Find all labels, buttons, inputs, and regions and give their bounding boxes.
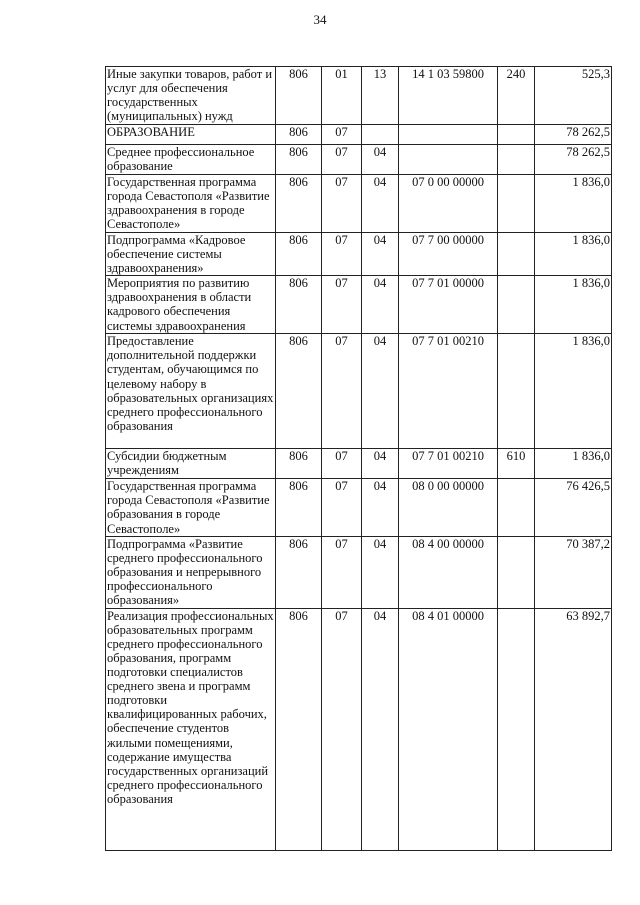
target-article-code: 08 0 00 00000 xyxy=(399,479,498,536)
amount: 63 892,7 xyxy=(535,608,612,850)
table-row xyxy=(106,145,612,175)
section-code: 07 xyxy=(322,334,362,449)
ministry-code: 806 xyxy=(276,334,322,449)
amount: 1 836,0 xyxy=(535,334,612,449)
target-article-code xyxy=(399,125,498,145)
table-row xyxy=(106,125,612,145)
page-number: 34 xyxy=(313,12,327,27)
amount: 1 836,0 xyxy=(535,276,612,334)
ministry-code: 806 xyxy=(276,536,322,608)
table-row xyxy=(106,233,612,276)
table-row xyxy=(106,536,612,608)
target-article-code: 08 4 01 00000 xyxy=(399,608,498,850)
expense-type-code xyxy=(498,536,535,608)
section-code: 07 xyxy=(322,233,362,276)
expense-type-code: 610 xyxy=(498,449,535,479)
expense-type-code xyxy=(498,608,535,850)
section-code: 07 xyxy=(322,175,362,233)
budget-table xyxy=(105,66,612,851)
table-row xyxy=(106,334,612,449)
table-row xyxy=(106,479,612,536)
section-code: 07 xyxy=(322,536,362,608)
amount: 1 836,0 xyxy=(535,449,612,479)
subsection-code: 04 xyxy=(362,536,399,608)
table-row xyxy=(106,449,612,479)
table-row xyxy=(106,276,612,334)
amount: 70 387,2 xyxy=(535,536,612,608)
row-name: Субсидии бюджетным учреждениям xyxy=(106,449,276,479)
subsection-code: 04 xyxy=(362,276,399,334)
section-code: 07 xyxy=(322,608,362,850)
target-article-code xyxy=(399,145,498,175)
subsection-code: 04 xyxy=(362,334,399,449)
target-article-code: 07 7 01 00210 xyxy=(399,334,498,449)
subsection-code: 04 xyxy=(362,175,399,233)
row-name: Государственная программа города Севастополя «Развитие образования в городе Севастополе» xyxy=(106,479,276,536)
target-article-code: 07 7 01 00210 xyxy=(399,449,498,479)
amount: 78 262,5 xyxy=(535,145,612,175)
section-code: 07 xyxy=(322,449,362,479)
amount: 76 426,5 xyxy=(535,479,612,536)
subsection-code: 04 xyxy=(362,233,399,276)
subsection-code xyxy=(362,125,399,145)
row-name: Мероприятия по развитию здравоохранения в области кадрового обеспечения системы здравоохранения xyxy=(106,276,276,334)
expense-type-code xyxy=(498,479,535,536)
expense-type-code xyxy=(498,276,535,334)
target-article-code: 08 4 00 00000 xyxy=(399,536,498,608)
table-row xyxy=(106,175,612,233)
section-code: 07 xyxy=(322,276,362,334)
row-name: Предоставление дополнительной поддержки студентам, обучающимся по целевому набору в образовательных организациях среднего профессионального образования xyxy=(106,334,276,449)
row-name: Иные закупки товаров, работ и услуг для обеспечения государственных (муниципальных) нужд xyxy=(106,67,276,125)
row-name: Подпрограмма «Кадровое обеспечение системы здравоохранения» xyxy=(106,233,276,276)
amount: 78 262,5 xyxy=(535,125,612,145)
section-code: 07 xyxy=(322,145,362,175)
section-code: 01 xyxy=(322,67,362,125)
target-article-code: 14 1 03 59800 xyxy=(399,67,498,125)
row-name: Государственная программа города Севастополя «Развитие здравоохранения в городе Севастополе» xyxy=(106,175,276,233)
ministry-code: 806 xyxy=(276,145,322,175)
subsection-code: 04 xyxy=(362,608,399,850)
subsection-code: 13 xyxy=(362,67,399,125)
ministry-code: 806 xyxy=(276,479,322,536)
row-name: Подпрограмма «Развитие среднего профессионального образования и непрерывного профессионального образования» xyxy=(106,536,276,608)
target-article-code: 07 7 01 00000 xyxy=(399,276,498,334)
row-name: ОБРАЗОВАНИЕ xyxy=(106,125,276,145)
target-article-code: 07 0 00 00000 xyxy=(399,175,498,233)
ministry-code: 806 xyxy=(276,125,322,145)
section-code: 07 xyxy=(322,479,362,536)
expense-type-code xyxy=(498,175,535,233)
expense-type-code xyxy=(498,145,535,175)
expense-type-code xyxy=(498,334,535,449)
expense-type-code: 240 xyxy=(498,67,535,125)
row-name: Среднее профессиональное образование xyxy=(106,145,276,175)
table-row xyxy=(106,67,612,125)
amount: 1 836,0 xyxy=(535,175,612,233)
subsection-code: 04 xyxy=(362,479,399,536)
target-article-code: 07 7 00 00000 xyxy=(399,233,498,276)
expense-type-code xyxy=(498,233,535,276)
amount: 525,3 xyxy=(535,67,612,125)
subsection-code: 04 xyxy=(362,145,399,175)
amount: 1 836,0 xyxy=(535,233,612,276)
ministry-code: 806 xyxy=(276,449,322,479)
expense-type-code xyxy=(498,125,535,145)
subsection-code: 04 xyxy=(362,449,399,479)
ministry-code: 806 xyxy=(276,608,322,850)
ministry-code: 806 xyxy=(276,233,322,276)
section-code: 07 xyxy=(322,125,362,145)
ministry-code: 806 xyxy=(276,276,322,334)
row-name: Реализация профессиональных образовательных программ среднего профессионального образования, программ подготовки специалистов среднего звена и программ подготовки квалифицированных рабочих, обеспечение студентов жилыми помещениями, содержание имущества государственных организаций среднего профессионального образования xyxy=(106,608,276,850)
ministry-code: 806 xyxy=(276,175,322,233)
table-row xyxy=(106,608,612,850)
ministry-code: 806 xyxy=(276,67,322,125)
